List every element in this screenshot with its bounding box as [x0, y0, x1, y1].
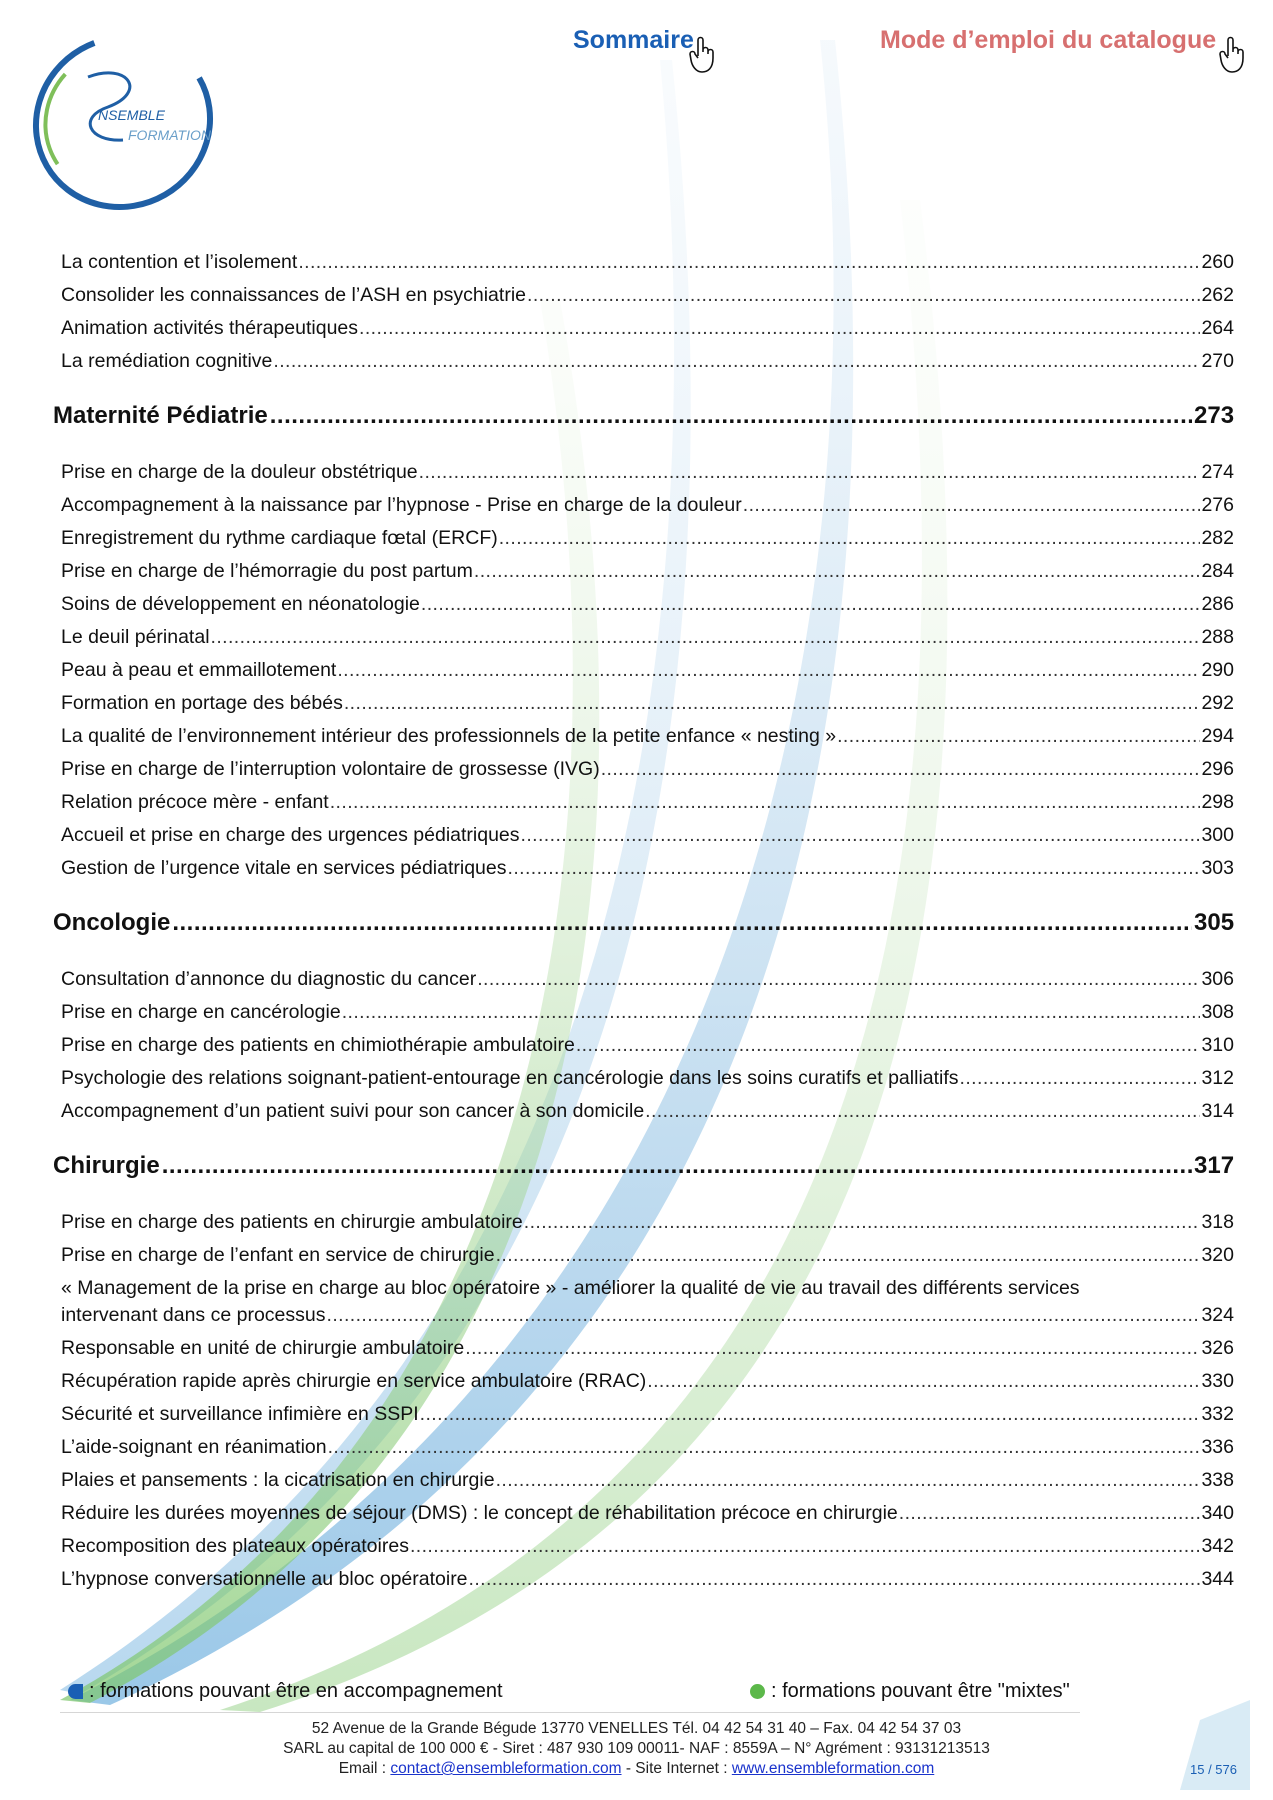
toc-entry[interactable]: Prise en charge des patients en chirurgie ambulatoire ..... 318 [61, 1210, 1234, 1234]
toc-entry-multiline[interactable] [61, 1276, 1234, 1300]
toc-entry[interactable]: Relation précoce mère - enfant ..... 298 [61, 790, 1234, 814]
blue-half-circle-icon [68, 1684, 83, 1699]
toc-entry[interactable]: Responsable en unité de chirurgie ambulatoire ..... 326 [61, 1336, 1234, 1360]
toc-entry[interactable]: Formation en portage des bébés ..... 292 [61, 691, 1234, 715]
toc-entry[interactable]: Gestion de l’urgence vitale en services pédiatriques ..... 303 [61, 856, 1234, 880]
footer-company: SARL au capital de 100 000 € - Siret : 487 930 109 00011- NAF : 8559A – N° Agrément : 93131213513 [283, 1740, 990, 1757]
toc-entry[interactable]: L’aide-soignant en réanimation ..... 336 [61, 1435, 1234, 1459]
toc-entry[interactable]: intervenant dans ce processus ..... 324 [61, 1303, 1234, 1327]
mode-emploi-link[interactable]: Mode d’emploi du catalogue [880, 26, 1217, 54]
toc-entry[interactable]: Prise en charge en cancérologie ..... 308 [61, 1000, 1234, 1024]
ensemble-formation-logo [28, 22, 238, 222]
toc-entry[interactable]: Prise en charge de la douleur obstétrique ..... 274 [61, 460, 1234, 484]
hand-pointer-icon[interactable] [1218, 36, 1248, 74]
toc-entry[interactable]: La contention et l’isolement ..... 260 [61, 250, 1234, 274]
toc-entry[interactable]: Prise en charge des patients en chimiothérapie ambulatoire ..... 310 [61, 1033, 1234, 1057]
toc-entry[interactable]: Prise en charge de l’hémorragie du post partum ..... 284 [61, 559, 1234, 583]
hand-pointer-icon[interactable] [688, 36, 718, 74]
toc-entry[interactable]: L’hypnose conversationnelle au bloc opératoire ..... 344 [61, 1567, 1234, 1591]
toc-entry[interactable]: Consolider les connaissances de l’ASH en psychiatrie ..... 262 [61, 283, 1234, 307]
toc-entry[interactable]: Recomposition des plateaux opératoires ..... 342 [61, 1534, 1234, 1558]
toc-entry[interactable]: Prise en charge de l’interruption volontaire de grossesse (IVG) ..... 296 [61, 757, 1234, 781]
toc-entry[interactable]: Soins de développement en néonatologie ..... 286 [61, 592, 1234, 616]
green-circle-icon [750, 1684, 765, 1699]
toc-entry[interactable]: Animation activités thérapeutiques ..... 264 [61, 316, 1234, 340]
toc-entry[interactable]: Accompagnement d’un patient suivi pour son cancer à son domicile ..... 314 [61, 1099, 1234, 1123]
toc-entry[interactable]: Peau à peau et emmaillotement ..... 290 [61, 658, 1234, 682]
toc-entry[interactable]: Accompagnement à la naissance par l’hypnose - Prise en charge de la douleur ..... 276 [61, 493, 1234, 517]
toc-entry[interactable]: Récupération rapide après chirurgie en service ambulatoire (RRAC) ..... 330 [61, 1369, 1234, 1393]
toc-entry[interactable]: Sécurité et surveillance infimière en SSPI ..... 332 [61, 1402, 1234, 1426]
toc-entry[interactable]: Réduire les durées moyennes de séjour (DMS) : le concept de réhabilitation précoce en chirurgie ..... 340 [61, 1501, 1234, 1525]
toc-entry-line1: « Management de la prise en charge au bloc opératoire » - améliorer la qualité de vie au travail des différents services [61, 1277, 1080, 1299]
section-heading-chirurgie[interactable]: Chirurgie ..... 317 [53, 1152, 1234, 1180]
toc-entry[interactable]: Prise en charge de l’enfant en service de chirurgie ..... 320 [61, 1243, 1234, 1267]
section-heading-oncologie[interactable]: Oncologie ..... 305 [53, 909, 1234, 937]
footer-contact: Email : contact@ensembleformation.com - Site Internet : www.ensembleformation.com [338, 1760, 935, 1777]
legend-mixtes [750, 1680, 1070, 1703]
toc-entry[interactable]: Enregistrement du rythme cardiaque fœtal (ERCF) ..... 282 [61, 526, 1234, 550]
legend-accompagnement-text: : formations pouvant être en accompagnement [89, 1680, 503, 1702]
section-heading-maternite[interactable]: Maternité Pédiatrie ..... 273 [53, 402, 1234, 430]
page-indicator: 15 / 576 [1190, 1762, 1237, 1777]
toc-entry[interactable]: La remédiation cognitive ..... 270 [61, 349, 1234, 373]
svg-text:NSEMBLE: NSEMBLE [98, 107, 165, 123]
svg-text:FORMATION: FORMATION [128, 127, 211, 143]
legend-mixtes-text: : formations pouvant être "mixtes" [771, 1680, 1070, 1702]
toc-entry[interactable]: Plaies et pansements : la cicatrisation en chirurgie ..... 338 [61, 1468, 1234, 1492]
website-link[interactable]: www.ensembleformation.com [731, 1760, 935, 1777]
toc-entry[interactable]: Psychologie des relations soignant-patient-entourage en cancérologie dans les soins curatifs et palliatifs ..... 312 [61, 1066, 1234, 1090]
email-link[interactable]: contact@ensembleformation.com [390, 1760, 622, 1777]
sommaire-link[interactable]: Sommaire [573, 26, 694, 54]
toc-entry[interactable]: La qualité de l’environnement intérieur des professionnels de la petite enfance « nesting » ..... 294 [61, 724, 1234, 748]
legend-accompagnement [68, 1680, 503, 1703]
footer-address: 52 Avenue de la Grande Bégude 13770 VENELLES Tél. 04 42 54 31 40 – Fax. 04 42 54 37 03 [311, 1720, 962, 1737]
footer-divider [60, 1712, 1080, 1713]
toc-entry[interactable]: Le deuil périnatal ..... 288 [61, 625, 1234, 649]
toc-entry[interactable]: Accueil et prise en charge des urgences pédiatriques ..... 300 [61, 823, 1234, 847]
toc-entry[interactable]: Consultation d’annonce du diagnostic du cancer ..... 306 [61, 967, 1234, 991]
